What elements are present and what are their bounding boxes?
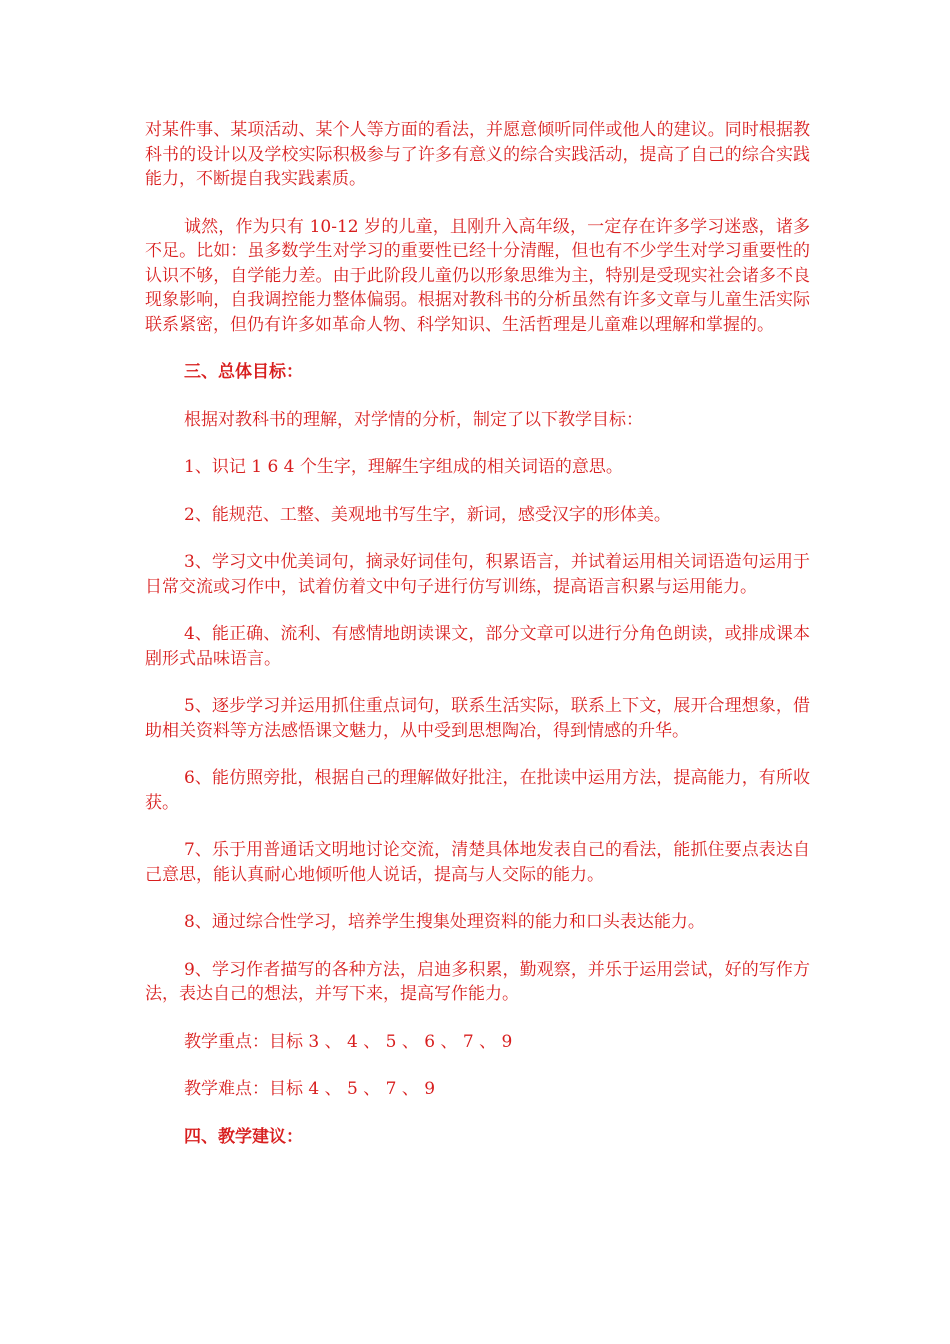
goal-item-5: 5、逐步学习并运用抓住重点词句，联系生活实际，联系上下文，展开合理想象，借助相关资料等方法感悟课文魅力，从中受到思想陶冶，得到情感的升华。 [145,696,810,741]
teaching-key-points: 教学重点：目标 3 、 4 、 5 、 6 、 7 、 9 [184,1031,513,1052]
goal-item-3: 3、学习文中优美词句，摘录好词佳句，积累语言，并试着运用相关词语造句运用于日常交流或习作中，试着仿着文中句子进行仿写训练，提高语言积累与运用能力。 [145,552,810,597]
goal-item-6: 6、能仿照旁批，根据自己的理解做好批注，在批读中运用方法，提高能力，有所收获。 [145,768,810,813]
goal-item-4: 4、能正确、流利、有感情地朗读课文，部分文章可以进行分角色朗读，或排成课本剧形式品味语言。 [145,624,810,669]
goal-item-9: 9、学习作者描写的各种方法，启迪多积累，勤观察，并乐于运用尝试，好的写作方法，表达自己的想法，并写下来，提高写作能力。 [145,959,810,1004]
goal-item-1: 1、识记 1 6 4 个生字，理解生字组成的相关词语的意思。 [184,457,623,477]
section-heading-teaching-suggestions: 四、教学建议： [184,1126,303,1147]
section-heading-overall-goals: 三、总体目标： [184,362,303,382]
teaching-difficulties: 教学难点：目标 4 、 5 、 7 、 9 [184,1079,436,1099]
goal-item-8: 8、通过综合性学习，培养学生搜集处理资料的能力和口头表达能力。 [184,912,705,932]
goal-item-2: 2、能规范、工整、美观地书写生字，新词，感受汉字的形体美。 [184,504,671,525]
document-body [145,118,810,1172]
paragraph-continuation: 对某件事、某项活动、某个人等方面的看法，并愿意倾听同伴或他人的建议。同时根据教科书的设计以及学校实际积极参与了许多有意义的综合实践活动，提高了自己的综合实践能力，不断提自我实践素质。 [145,120,810,189]
goal-item-7: 7、乐于用普通话文明地讨论交流，清楚具体地发表自己的看法，能抓住要点表达自己意思，能认真耐心地倾听他人说话，提高与人交际的能力。 [145,840,810,885]
paragraph-goals-intro: 根据对教科书的理解，对学情的分析，制定了以下教学目标： [184,409,643,430]
paragraph-student-analysis: 诚然，作为只有 10-12 岁的儿童，且刚升入高年级，一定存在许多学习迷惑，诸多不足。比如：虽多数学生对学习的重要性已经十分清醒，但也有不少学生对学习重要性的认识不够，自学能力差。由于此阶段儿童仍以形象思维为主，特别是受现实社会诸多不良现象影响，自我调控能力整体偏弱。根据对教科书的分析虽然有许多文章与儿童生活实际联系紧密，但仍有许多如革命人物、科学知识、生活哲理是儿童难以理解和掌握的。 [145,216,810,335]
